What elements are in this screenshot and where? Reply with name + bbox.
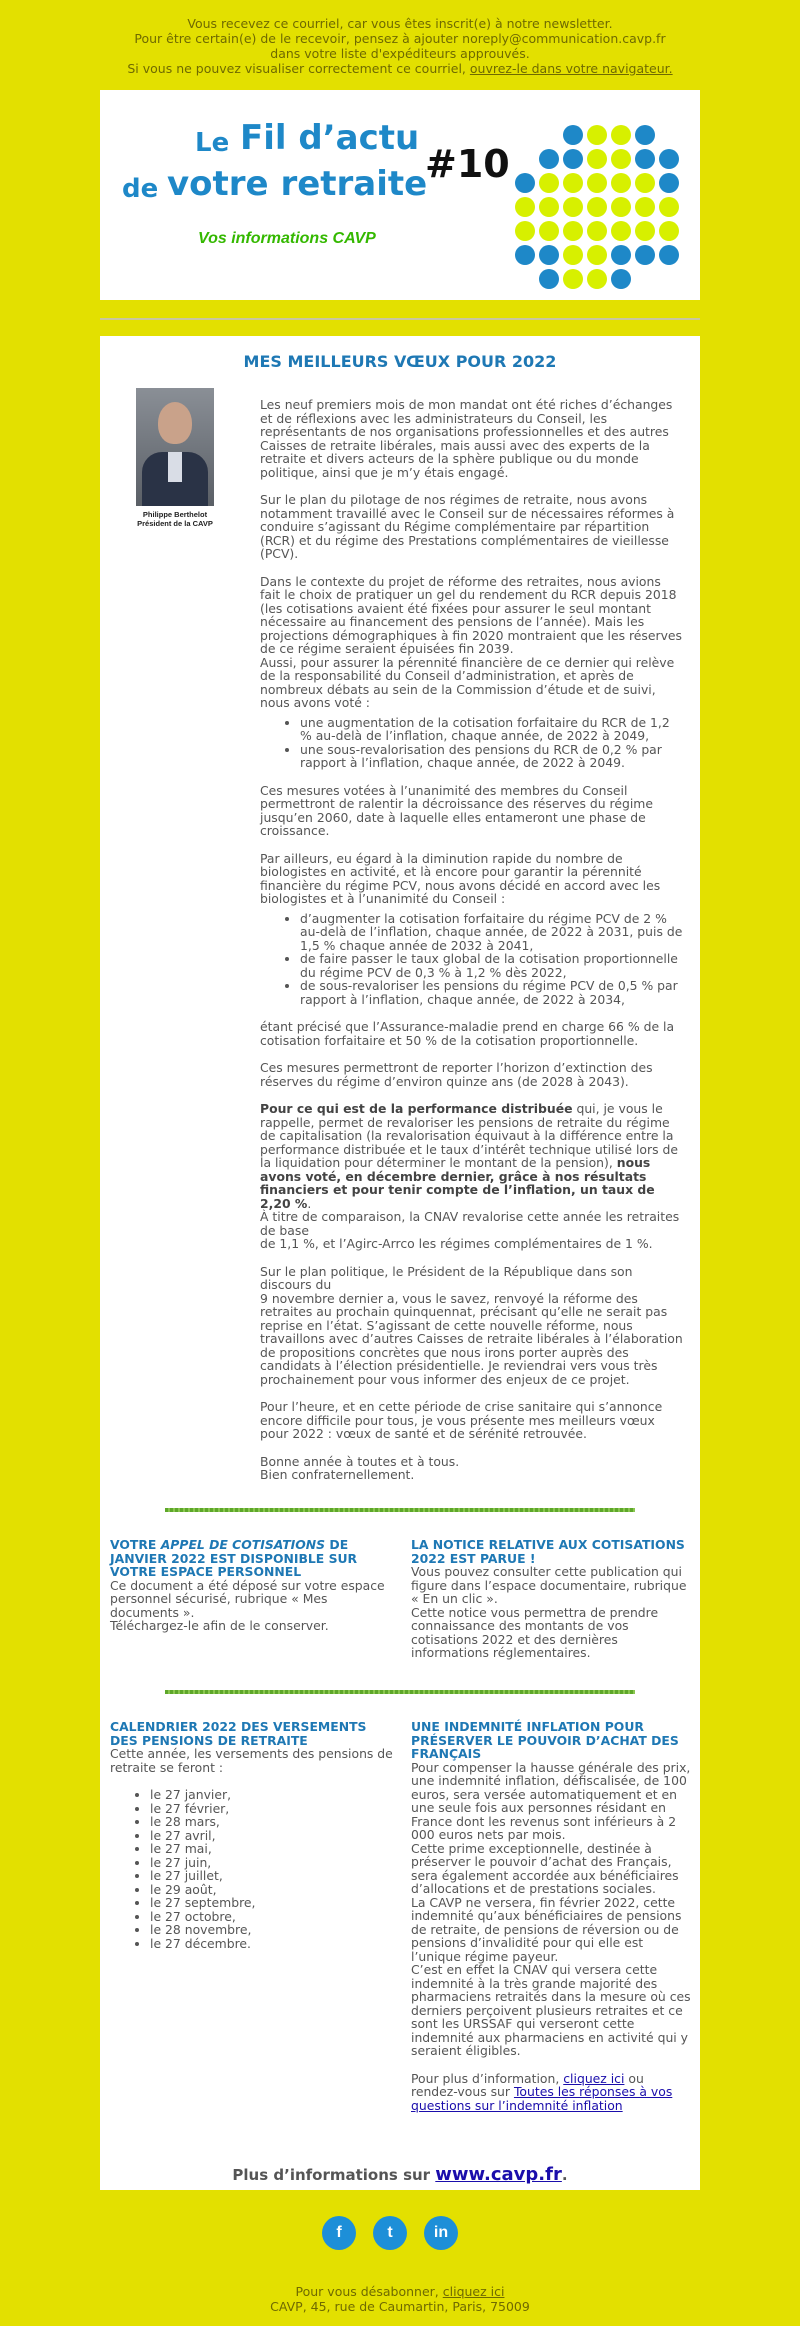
paragraph: Bien confraternellement. [260,1467,415,1482]
logo-dot [587,125,607,145]
issue-number: #10 [425,142,510,186]
payment-date: • le 27 mai, [150,1842,393,1856]
logo-dot [635,245,655,265]
payment-date: • le 28 mars, [150,1815,393,1829]
logo-dot [611,221,631,241]
payment-date: • le 27 janvier, [150,1788,393,1802]
block-title: VOTRE APPEL DE COTISATIONS DE JANVIER 2022 EST DISPONIBLE SUR VOTRE ESPACE PERSONNEL [110,1537,358,1579]
logo-dot [587,149,607,169]
block-title: LA NOTICE RELATIVE AUX COTISATIONS 2022 EST PARUE ! [411,1537,685,1566]
open-in-browser-link[interactable]: ouvrez-le dans votre navigateur. [469,61,673,76]
preheader-line: Pour être certain(e) de le recevoir, pensez à ajouter noreply@communication.cavp.fr [134,31,666,46]
photo-head [158,402,192,444]
photo-caption-name: Philippe Berthelot [142,510,208,519]
payment-date: • le 27 avril, [150,1829,393,1843]
payment-date: • le 27 septembre, [150,1896,393,1910]
paragraph: Sur le plan politique, le Président de la République dans son discours du [260,1263,633,1292]
preheader [0,0,800,76]
editorial-text [260,398,685,1482]
paragraph: Ce document a été déposé sur votre espace personnel sécurisé, rubrique « Mes documents ». [110,1577,385,1620]
text: . [307,1195,312,1211]
block-title: UNE INDEMNITÉ INFLATION POUR PRÉSERVER LE POUVOIR D’ACHAT DES FRANÇAIS [411,1719,679,1761]
photo-caption-role: Président de la CAVP [137,519,213,528]
paragraph: Cette notice vous permettra de prendre connaissance des montants de vos cotisations 2022 et des dernières informations réglementaires. [411,1604,659,1660]
paragraph: Pour plus d’information, cliquez ici ou rendez-vous sur Toutes les réponses à vos questions sur l’indemnité inflation [411,2070,673,2113]
text: qui, je vous le rappelle, permet de revaloriser les pensions de retraite du régime de capitalisation (la revalorisation équivaut à la différence entre la performance distribuée et le taux d’intérêt technique utilisé lors de la liquidation pour déterminer le montant de la pension), [260,1101,678,1170]
facebook-icon[interactable]: f [322,2216,356,2250]
list-item: • de faire passer le taux global de la cotisation proportionnelle du régime PCV de 0,3 % à 1,2 % dès 2022, [300,952,685,979]
linkedin-icon[interactable]: in [424,2216,458,2250]
logo-dot [563,173,583,193]
list-item: • une augmentation de la cotisation forfaitaire du RCR de 1,2 % au-delà de l’inflation, chaque année, de 2022 à 2049, [300,716,685,743]
banner-de: de [122,174,159,204]
cliquez-ici-link[interactable]: cliquez ici [563,2070,625,2086]
logo-dot [611,269,631,289]
payment-date: • le 29 août, [150,1883,393,1897]
logo-dot [635,197,655,217]
list-item: • une sous-revalorisation des pensions du RCR de 0,2 % par rapport à l’inflation, chaque année, de 2022 à 2049. [300,743,685,770]
paragraph: Aussi, pour assurer la pérennité financière de ce dernier qui relève de la responsabilité du Conseil d’administration, et après de nombreux débats au sein de la Commission d’étude et de suivi, nous avons voté : [260,654,675,710]
preheader-line [0,61,800,76]
paragraph: Par ailleurs, eu égard à la diminution rapide du nombre de biologistes en activité, et là encore pour garantir la pérennité financière du régime PCV, nous avons décidé en accord avec les biologistes et à l’unanimité du Conseil : [260,850,661,906]
logo-dot [659,173,679,193]
logo-dot [587,221,607,241]
rcr-measures-list [260,716,685,770]
payment-date: • le 27 février, [150,1802,393,1816]
paragraph: 9 novembre dernier a, vous le savez, renvoyé la réforme des retraites au prochain quinquennat, précisant qu’elle ne serait pas reprise en l’état. S’agissant de cette nouvelle réforme, nous travaillons avec d’autres Caisses de retraite libérales à l’élaboration de propositions concrètes que nous irons porter auprès des candidats à l’élection présidentielle. Je reviendrai vers vous très prochainement pour vous informer des enjeux de ce projet. [260,1290,683,1387]
logo-dot [587,269,607,289]
banner-le: Le [195,128,230,158]
logo-dot [611,149,631,169]
logo-dot [539,221,559,241]
paragraph: Dans le contexte du projet de réforme des retraites, nous avions fait le choix de pratiquer un gel du rendement du RCR depuis 2018 (les cotisations avaient été fixées pour assurer le seul montant nécessaire au financement des pensions de l’année). Mais les projections démographiques à fin 2020 montraient que les réserves de ce régime seraient épuisées fin 2039. [260,573,682,656]
photo-shirt [168,452,182,482]
paragraph: La CAVP ne versera, fin février 2022, cette indemnité qu’aux bénéficiaires de pensions de retraite, de pensions de réversion ou de pensions d’invalidité pour qui elle est l’unique régime payeur. [411,1894,682,1964]
unsubscribe-line: Pour vous désabonner, cliquez ici [295,2284,505,2299]
paragraph: C’est en effet la CNAV qui versera cette indemnité à la très grande majorité des pharmaciens retraités dans la mesure où ces derniers perçoivent plusieurs retraites et ce sont les URSSAF qui verseront cette indemnité aux pharmaciens en activité qui y seraient éligibles. [411,1962,691,2058]
payment-date: • le 28 novembre, [150,1923,393,1937]
logo-dot [611,197,631,217]
list-item: • d’augmenter la cotisation forfaitaire du régime PCV de 2 % au-delà de l’inflation, chaque année, de 2022 à 2031, puis de 1,5 % chaque année de 2032 à 2041, [300,912,685,953]
logo-dot [587,245,607,265]
logo-dot [515,245,535,265]
logo-dot [563,269,583,289]
logo-dot [611,173,631,193]
logo-dot [563,221,583,241]
cavp-website-link[interactable]: www.cavp.fr [435,2164,562,2185]
indemnite-inflation-block [411,1720,694,2112]
logo-dot [635,173,655,193]
paragraph: Ces mesures permettront de reporter l’horizon d’extinction des réserves du régime d’environ quinze ans (de 2028 à 2043). [260,1060,653,1089]
banner-subtitle: Vos informations CAVP [198,230,376,247]
logo-dot [515,221,535,241]
logo-dot [539,173,559,193]
logo-dot [659,245,679,265]
logo-dot [563,245,583,265]
paragraph: Cette année, les versements des pensions de retraite se feront : [110,1746,393,1775]
green-divider [165,1690,635,1694]
paragraph: Pour l’heure, et en cette période de crise sanitaire qui s’annonce encore difficile pour tous, je vous présente mes meilleurs vœux pour 2022 : vœux de santé et de sérénité retrouvée. [260,1399,663,1441]
newsletter-banner [100,90,700,300]
paragraph: Pour compenser la hausse générale des prix, une indemnité inflation, défiscalisée, de 100 euros, sera versée automatiquement et en une seule fois aux personnes résidant en France dont les revenus sont inférieurs à 2 000 euros nets par mois. [411,1759,691,1842]
logo-dot [659,197,679,217]
banner-fil: Fil d’actu [240,118,420,158]
divider [100,318,700,320]
preheader-line: dans votre liste d'expéditeurs approuvés. [270,46,530,61]
list-item: • de sous-revaloriser les pensions du régime PCV de 0,5 % par rapport à l’inflation, chaque année, de 2022 à 2034, [300,979,685,1006]
logo-dot [515,173,535,193]
payment-date: • le 27 juin, [150,1856,393,1870]
paragraph: Sur le plan du pilotage de nos régimes de retraite, nous avons notamment travaillé avec le Conseil sur de nécessaires réformes à conduire s’agissant du Régime complémentaire par répartition (RCR) et du régime des Prestations complémentaires de vieillesse (PCV). [260,492,675,561]
paragraph: Cette prime exceptionnelle, destinée à préserver le pouvoir d’achat des Français, sera également accordée aux bénéficiaires d’allocations et de prestations sociales. [411,1840,679,1896]
logo-dot [563,125,583,145]
logo-dot [563,149,583,169]
pcv-measures-list [260,912,685,1007]
logo-dot [539,197,559,217]
payment-date: • le 27 octobre, [150,1910,393,1924]
logo-dot [539,269,559,289]
paragraph: de 1,1 %, et l’Agirc-Arrco les régimes complémentaires de 1 %. [260,1236,653,1251]
footer [0,2284,800,2314]
more-info: Plus d’informations sur www.cavp.fr. [232,2164,568,2185]
paragraph: étant précisé que l’Assurance-maladie prend en charge 66 % de la cotisation forfaitaire et 50 % de la cotisation proportionnelle. [260,1019,675,1048]
logo-dot [611,245,631,265]
logo-dot [563,197,583,217]
paragraph: Vous pouvez consulter cette publication qui figure dans l’espace documentaire, rubrique « En un clic ». [411,1564,687,1606]
calendrier-block [110,1720,393,1950]
logo-dot [539,149,559,169]
green-divider [165,1508,635,1512]
logo-dot [635,125,655,145]
appel-cotisations-block [110,1538,393,1633]
editorial-title: MES MEILLEURS VŒUX POUR 2022 [243,352,557,371]
paragraph: Bonne année à toutes et à tous. [260,1453,460,1469]
logo-dot [587,197,607,217]
address: CAVP, 45, rue de Caumartin, Paris, 75009 [270,2299,530,2314]
logo-dot [635,149,655,169]
payment-date: • le 27 décembre. [150,1937,393,1951]
paragraph [260,1102,685,1210]
paragraph: Les neuf premiers mois de mon mandat ont été riches d’échanges et de réflexions avec les administrateurs du Conseil, les représentants de nos organisations professionnelles et des autres Caisses de retraite libérales, mais aussi avec des experts de la retraite et divers acteurs de la sphère publique ou du monde politique, ainsi que je m’y étais engagé. [260,397,673,480]
paragraph: À titre de comparaison, la CNAV revalorise cette année les retraites de base [260,1209,680,1238]
preheader-text: Si vous ne pouvez visualiser correctement ce courriel, [127,61,470,76]
banner-votre-retraite: votre retraite [167,164,428,204]
logo-dot [515,197,535,217]
payment-date: • le 27 juillet, [150,1869,393,1883]
photo-caption [120,510,230,528]
main-content [100,336,700,2190]
logo-dot [587,173,607,193]
logo-dot [659,149,679,169]
paragraph: Ces mesures votées à l’unanimité des membres du Conseil permettront de ralentir la décroissance des réserves du régime jusqu’en 2060, date à laquelle elles entameront une phase de croissance. [260,782,653,838]
bold-text: nous avons voté, en décembre dernier, grâce à nos résultats financiers et pour tenir compte de l’inflation, un taux de 2,20 % [260,1155,655,1211]
notice-cotisations-block [411,1538,694,1660]
twitter-icon[interactable]: t [373,2216,407,2250]
logo-dot [611,125,631,145]
president-photo [136,388,214,506]
paragraph: Téléchargez-le afin de le conserver. [110,1618,329,1633]
logo-dot [539,245,559,265]
bold-text: Pour ce qui est de la performance distribuée [260,1101,573,1116]
logo-dot [659,221,679,241]
block-title: CALENDRIER 2022 DES VERSEMENTS DES PENSIONS DE RETRAITE [110,1719,367,1748]
logo-dot [635,221,655,241]
payment-dates-list [110,1788,393,1950]
unsubscribe-link[interactable]: cliquez ici [442,2284,505,2299]
preheader-line: Vous recevez ce courriel, car vous êtes inscrit(e) à notre newsletter. [187,16,613,31]
faq-indemnite-link[interactable]: Toutes les réponses à vos questions sur l’indemnité inflation [411,2084,673,2113]
